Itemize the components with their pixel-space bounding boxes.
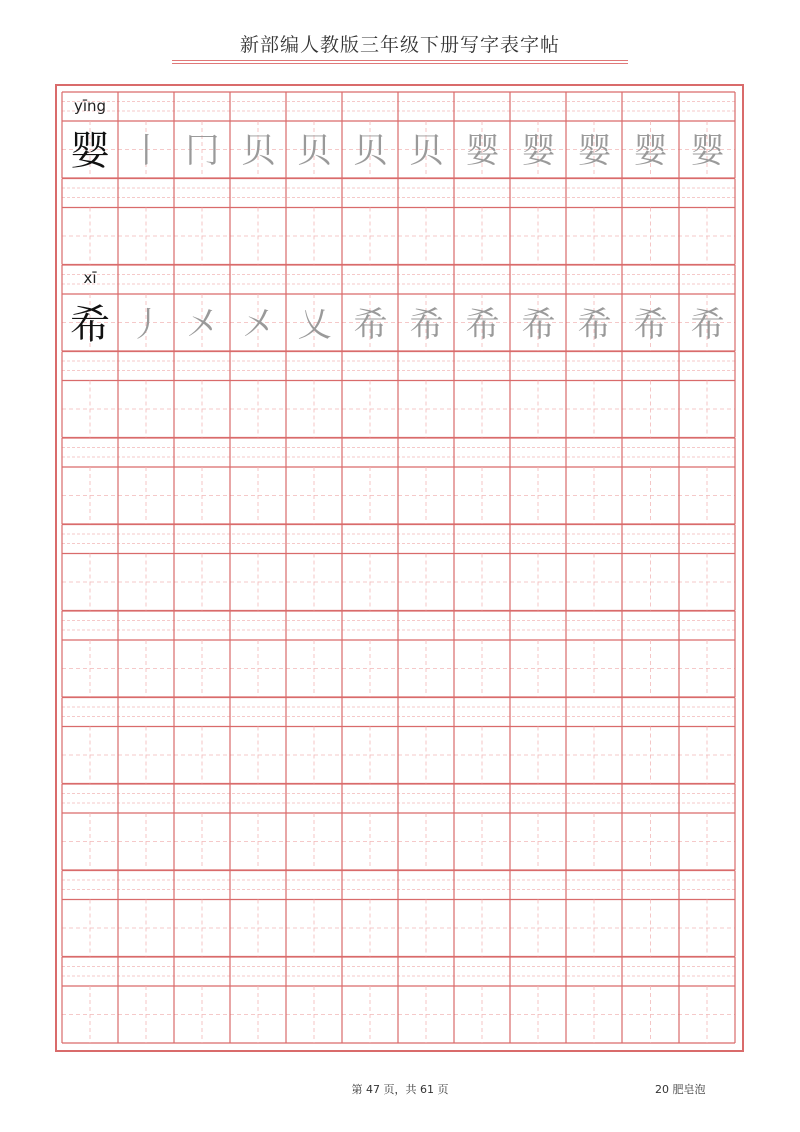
page-number: 第 47 页，共 61 页 <box>351 1083 449 1096</box>
pinyin-label: xī <box>83 269 97 287</box>
trace-character: 冂 <box>185 131 220 171</box>
trace-character: 婴 <box>521 131 556 171</box>
trace-character: 婴 <box>633 131 668 171</box>
pinyin-label: yīng <box>73 97 107 115</box>
trace-character: 贝 <box>409 131 444 171</box>
trace-character: 希 <box>353 305 388 345</box>
trace-character: 㐅 <box>185 305 220 345</box>
trace-character: 希 <box>465 305 500 345</box>
trace-character: 乂 <box>297 305 332 345</box>
trace-character: 贝 <box>241 131 276 171</box>
trace-character: 贝 <box>297 131 332 171</box>
brand-label: 20 肥皂泡 <box>655 1083 706 1096</box>
page-title: 新部编人教版三年级下册写字表字帖 <box>239 34 560 56</box>
model-character: 婴 <box>70 128 110 174</box>
trace-character: 贝 <box>353 131 388 171</box>
trace-character: 婴 <box>690 131 725 171</box>
model-character: 希 <box>70 302 110 348</box>
trace-character: 希 <box>521 305 556 345</box>
trace-character: 丿 <box>129 305 164 345</box>
trace-character: 婴 <box>465 131 500 171</box>
trace-character: 丨 <box>129 131 164 171</box>
trace-character: 㐅 <box>241 305 276 345</box>
trace-character: 希 <box>633 305 668 345</box>
trace-character: 希 <box>409 305 444 345</box>
trace-character: 希 <box>577 305 612 345</box>
trace-character: 希 <box>690 305 725 345</box>
trace-character: 婴 <box>577 131 612 171</box>
